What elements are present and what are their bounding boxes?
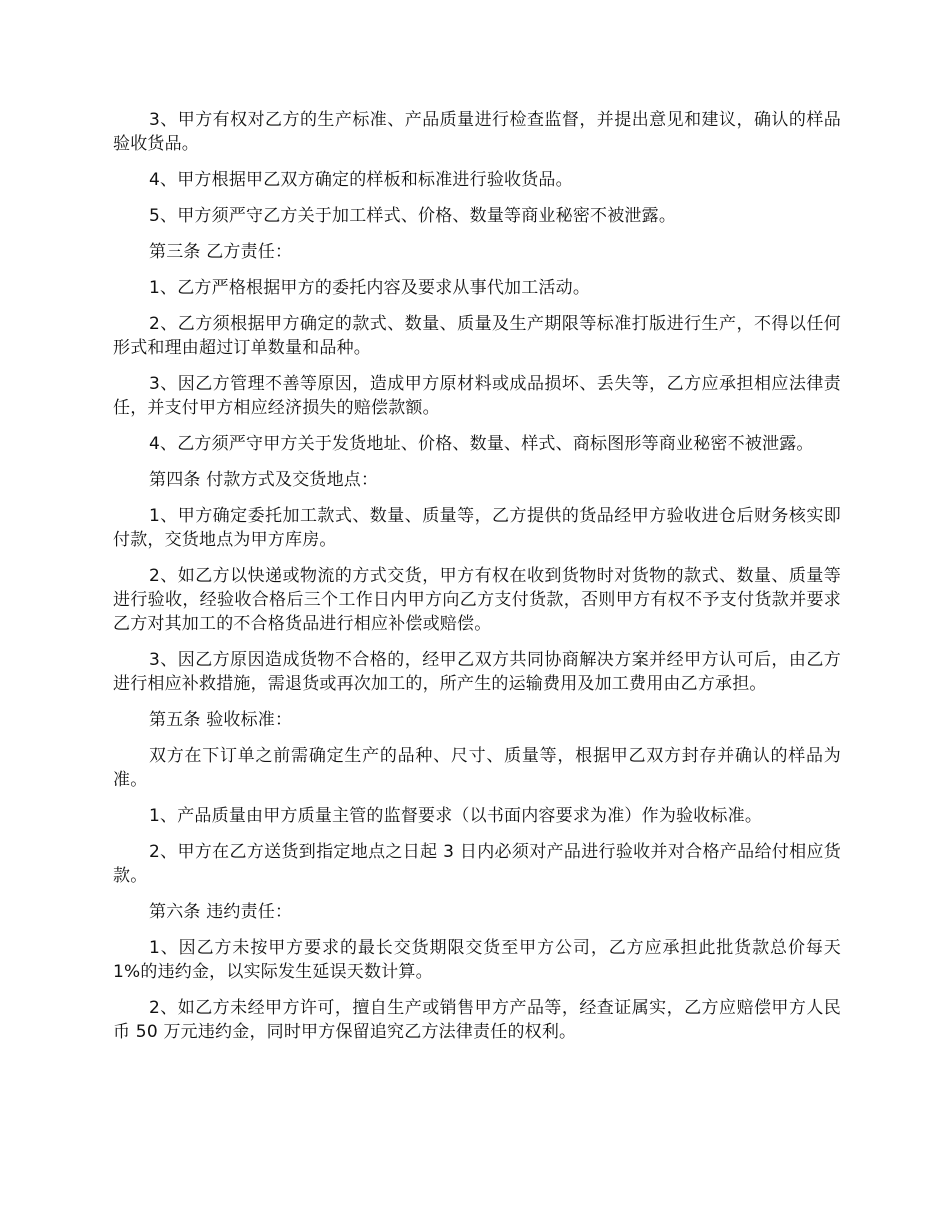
paragraph: 2、乙方须根据甲方确定的款式、数量、质量及生产期限等标准打版进行生产，不得以任何形式和理由超过订单数量和品种。	[113, 314, 841, 358]
paragraph: 2、甲方在乙方送货到指定地点之日起 3 日内必须对产品进行验收并对合格产品给付相应货款。	[113, 842, 841, 886]
paragraph: 1、乙方严格根据甲方的委托内容及要求从事代加工活动。	[149, 278, 591, 298]
paragraph: 1、甲方确定委托加工款式、数量、质量等，乙方提供的货品经甲方验收进仓后财务核实即付款，交货地点为甲方库房。	[113, 506, 841, 550]
paragraph: 2、如乙方未经甲方许可，擅自生产或销售甲方产品等，经查证属实，乙方应赔偿甲方人民币 50 万元违约金，同时甲方保留追究乙方法律责任的权利。	[113, 998, 841, 1042]
section-heading: 第五条 验收标准：	[149, 710, 293, 730]
section-heading: 第六条 违约责任：	[149, 902, 293, 922]
paragraph: 1、产品质量由甲方质量主管的监督要求（以书面内容要求为准）作为验收标准。	[149, 806, 763, 826]
paragraph: 4、甲方根据甲乙双方确定的样板和标准进行验收货品。	[149, 170, 573, 190]
paragraph: 3、甲方有权对乙方的生产标准、产品质量进行检查监督，并提出意见和建议，确认的样品验收货品。	[113, 110, 841, 154]
paragraph: 1、因乙方未按甲方要求的最长交货期限交货至甲方公司，乙方应承担此批货款总价每天 1%的违约金，以实际发生延误天数计算。	[113, 938, 841, 982]
paragraph: 4、乙方须严守甲方关于发货地址、价格、数量、样式、商标图形等商业秘密不被泄露。	[149, 434, 814, 454]
paragraph: 3、因乙方原因造成货物不合格的，经甲乙双方共同协商解决方案并经甲方认可后，由乙方进行相应补救措施，需退货或再次加工的，所产生的运输费用及加工费用由乙方承担。	[113, 650, 841, 694]
paragraph: 3、因乙方管理不善等原因，造成甲方原材料或成品损坏、丢失等，乙方应承担相应法律责任，并支付甲方相应经济损失的赔偿款额。	[113, 374, 841, 418]
section-heading: 第三条 乙方责任：	[149, 242, 293, 262]
paragraph: 5、甲方须严守乙方关于加工样式、价格、数量等商业秘密不被泄露。	[149, 206, 677, 226]
paragraph: 双方在下订单之前需确定生产的品种、尺寸、质量等，根据甲乙双方封存并确认的样品为准。	[113, 746, 841, 790]
document-body	[113, 108, 841, 1056]
section-heading: 第四条 付款方式及交货地点：	[149, 470, 379, 490]
paragraph: 2、如乙方以快递或物流的方式交货，甲方有权在收到货物时对货物的款式、数量、质量等进行验收，经验收合格后三个工作日内甲方向乙方支付货款，否则甲方有权不予支付货款并要求乙方对其加工的不合格货品进行相应补偿或赔偿。	[113, 566, 841, 634]
